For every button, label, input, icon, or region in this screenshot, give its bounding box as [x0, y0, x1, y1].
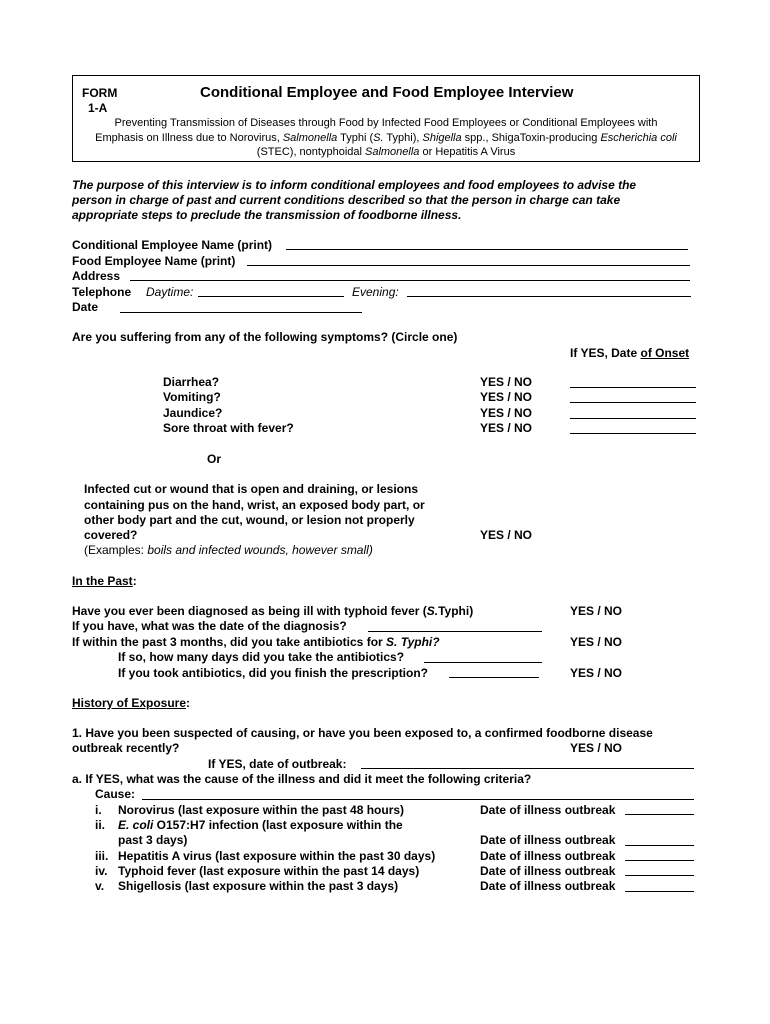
- typhoid-yes-no[interactable]: YES / NO: [570, 604, 623, 618]
- exposure-item-shigellosis: Shigellosis (last exposure within the past 3 days): [118, 879, 399, 893]
- exposure-item-num-5: v.: [95, 879, 105, 893]
- antibiotics-question: If within the past 3 months, did you take antibiotics for S. Typhi?: [72, 635, 440, 649]
- food-name-label: Food Employee Name (print): [72, 254, 236, 268]
- cut-yes-no[interactable]: YES / NO: [480, 528, 533, 542]
- form-number: 1-A: [88, 101, 108, 115]
- diarrhea-onset-field[interactable]: [570, 387, 696, 388]
- jaundice-onset-field[interactable]: [570, 418, 696, 419]
- vomiting-onset-field[interactable]: [570, 402, 696, 403]
- exposure-heading: History of Exposure:: [72, 696, 191, 710]
- typhoid-question: Have you ever been diagnosed as being ill with typhoid fever (S.Typhi): [72, 604, 474, 618]
- date-illness-field-1[interactable]: [625, 814, 694, 815]
- page-title: Conditional Employee and Food Employee Interview: [200, 84, 574, 101]
- outbreak-date-label: If YES, date of outbreak:: [208, 757, 347, 771]
- date-illness-field-2[interactable]: [625, 845, 694, 846]
- sore-throat-yes-no[interactable]: YES / NO: [480, 421, 533, 435]
- symptom-vomiting: Vomiting?: [163, 390, 221, 404]
- onset-header: If YES, Date of Onset: [570, 346, 690, 360]
- jaundice-yes-no[interactable]: YES / NO: [480, 406, 533, 420]
- exposure-item-typhoid: Typhoid fever (last exposure within the past 14 days): [118, 864, 420, 878]
- cut-line-4: covered?: [84, 528, 138, 542]
- conditional-name-field[interactable]: [286, 249, 688, 250]
- date-illness-field-4[interactable]: [625, 875, 694, 876]
- exposure-yes-no[interactable]: YES / NO: [570, 741, 623, 755]
- evening-phone-field[interactable]: [407, 296, 691, 297]
- exposure-item-hepatitis: Hepatitis A virus (last exposure within the past 30 days): [118, 849, 436, 863]
- address-label: Address: [72, 269, 121, 283]
- exposure-item-num-2: ii.: [95, 818, 106, 832]
- date-label: Date: [72, 300, 99, 314]
- cut-line-3: other body part and the cut, wound, or lesion not properly: [84, 513, 415, 527]
- symptom-sore-throat: Sore throat with fever?: [163, 421, 294, 435]
- conditional-name-label: Conditional Employee Name (print): [72, 238, 273, 252]
- antibiotic-days-field[interactable]: [424, 662, 542, 663]
- prescription-field[interactable]: [449, 677, 539, 678]
- subtitle-line-1: Preventing Transmission of Diseases through Food by Infected Food Employees or Conditional Employees with: [114, 117, 658, 129]
- cut-line-1: Infected cut or wound that is open and draining, or lesions: [84, 482, 419, 496]
- telephone-label: Telephone: [72, 285, 132, 299]
- past-heading: In the Past:: [72, 574, 137, 588]
- prescription-yes-no[interactable]: YES / NO: [570, 666, 623, 680]
- exposure-item-ecoli-cont: past 3 days): [118, 833, 188, 847]
- exposure-item-num-1: i.: [95, 803, 102, 817]
- date-field[interactable]: [120, 312, 362, 313]
- sore-throat-onset-field[interactable]: [570, 433, 696, 434]
- evening-label: Evening:: [352, 285, 399, 299]
- examples-note: (Examples: boils and infected wounds, however small): [84, 543, 373, 557]
- exposure-item-ecoli: E. coli O157:H7 infection (last exposure within the: [118, 818, 403, 832]
- outbreak-date-field[interactable]: [361, 768, 694, 769]
- date-illness-field-5[interactable]: [625, 891, 694, 892]
- date-illness-label-2: Date of illness outbreak: [480, 833, 616, 847]
- date-illness-label-5: Date of illness outbreak: [480, 879, 616, 893]
- cut-line-2: containing pus on the hand, wrist, an exposed body part, or: [84, 498, 425, 512]
- subtitle-line-3: (STEC), nontyphoidal Salmonella or Hepatitis A Virus: [256, 146, 516, 158]
- exposure-item-norovirus: Norovirus (last exposure within the past 48 hours): [118, 803, 405, 817]
- date-illness-label-4: Date of illness outbreak: [480, 864, 616, 878]
- date-illness-field-3[interactable]: [625, 860, 694, 861]
- date-illness-label-1: Date of illness outbreak: [480, 803, 616, 817]
- symptom-diarrhea: Diarrhea?: [163, 375, 220, 389]
- address-field[interactable]: [130, 280, 690, 281]
- purpose-line-3: appropriate steps to preclude the transmission of foodborne illness.: [72, 208, 462, 222]
- date-illness-label-3: Date of illness outbreak: [480, 849, 616, 863]
- subtitle-line-2: Emphasis on Illness due to Norovirus, Salmonella Typhi (S. Typhi), Shigella spp., ShigaToxin-producing Escherichia coli: [95, 132, 677, 144]
- symptom-jaundice: Jaundice?: [163, 406, 223, 420]
- food-name-field[interactable]: [247, 265, 690, 266]
- cause-label: Cause:: [95, 787, 136, 801]
- diagnosis-date-field[interactable]: [368, 631, 542, 632]
- purpose-line-1: The purpose of this interview is to inform conditional employees and food employees to advise the: [72, 178, 637, 192]
- purpose-line-2: person in charge of past and current conditions described so that the person in charge can take: [72, 193, 621, 207]
- cause-field[interactable]: [142, 799, 694, 800]
- exposure-question-line-2: outbreak recently?: [72, 741, 180, 755]
- diarrhea-yes-no[interactable]: YES / NO: [480, 375, 533, 389]
- vomiting-yes-no[interactable]: YES / NO: [480, 390, 533, 404]
- daytime-label: Daytime:: [146, 285, 194, 299]
- diagnosis-date-question: If you have, what was the date of the diagnosis?: [72, 619, 347, 633]
- exposure-item-num-4: iv.: [95, 864, 108, 878]
- prescription-question: If you took antibiotics, did you finish the prescription?: [118, 666, 429, 680]
- antibiotic-days-question: If so, how many days did you take the antibiotics?: [118, 650, 405, 664]
- antibiotics-yes-no[interactable]: YES / NO: [570, 635, 623, 649]
- form-label: FORM: [82, 86, 118, 100]
- cause-question: a. If YES, what was the cause of the illness and did it meet the following criteria?: [72, 772, 532, 786]
- exposure-question-line-1: 1. Have you been suspected of causing, or have you been exposed to, a confirmed foodborne disease: [72, 726, 653, 740]
- exposure-item-num-3: iii.: [95, 849, 109, 863]
- symptoms-question: Are you suffering from any of the following symptoms? (Circle one): [72, 330, 458, 344]
- or-separator: Or: [207, 452, 222, 466]
- daytime-phone-field[interactable]: [198, 296, 344, 297]
